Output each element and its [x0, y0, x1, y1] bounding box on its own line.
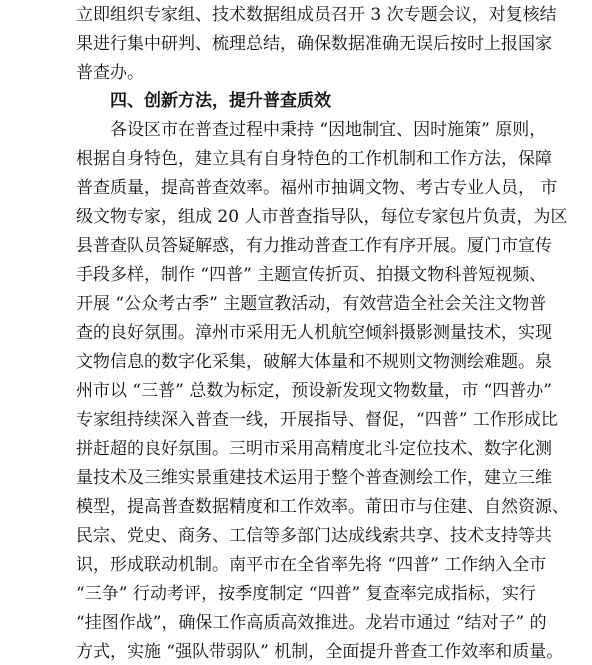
paragraph-line: 模型，提高普查数据精度和工作效率。莆田市与住建、自然资源、: [76, 497, 569, 517]
paragraph-line: 立即组织专家组、技术数据组成员召开 3 次专题会议，对复核结: [76, 5, 557, 25]
paragraph-line: “挂图作战”，确保工作高质高效推进。龙岩市通过 “结对子” 的: [76, 613, 547, 633]
paragraph-line: 普查办。: [76, 63, 144, 83]
paragraph-line: 识，形成联动机制。南平市在全省率先将 “四普” 工作纳入全市: [76, 555, 547, 575]
paragraph-line: 手段多样，制作 “四普” 主题宣传折页、拍摄文物科普短视频、: [76, 265, 547, 285]
paragraph-line: 拼赶超的良好氛围。三明市采用高精度北斗定位技术、数字化测: [76, 439, 552, 459]
paragraph-line: 级文物专家，组成 20 人市普查指导队，每位专家包片负责，为区: [76, 207, 568, 227]
paragraph-line: 方式，实施 “强队带弱队” 机制，全面提升普查工作效率和质量。: [76, 642, 564, 662]
paragraph-line: “三争” 行动考评，按季度制定 “四普” 复查率完成指标，实行: [76, 584, 536, 604]
paragraph-line: 果进行集中研判、梳理总结，确保数据准确无误后按时上报国家: [76, 34, 552, 54]
paragraph-line: 县普查队员答疑解惑，有力推动普查工作有序开展。厦门市宣传: [76, 236, 552, 256]
paragraph-line: 各设区市在普查过程中秉持 “因地制宜、因时施策” 原则，: [110, 120, 547, 140]
paragraph-line: 普查质量，提高普查效率。福州市抽调文物、考古专业人员， 市: [76, 178, 558, 198]
paragraph-line: 文物信息的数字化采集，破解大体量和不规则文物测绘难题。泉: [76, 352, 552, 372]
paragraph-line: 民宗、党史、商务、工信等多部门达成线索共享、技术支持等共: [76, 526, 552, 546]
paragraph-line: 开展 “公众考古季” 主题宣教活动，有效营造全社会关注文物普: [76, 294, 547, 314]
paragraph-line: 州市以 “三普” 总数为标定，预设新发现文物数量，市 “四普办”: [76, 381, 552, 401]
paragraph-line: 量技术及三维实景重建技术运用于整个普查测绘工作，建立三维: [76, 468, 552, 488]
paragraph-line: 专家组持续深入普查一线，开展指导、督促，“四普” 工作形成比: [76, 410, 558, 430]
section-heading: 四、创新方法，提升普查质效: [110, 91, 331, 111]
paragraph-line: 查的良好氛围。漳州市采用无人机航空倾斜摄影测量技术，实现: [76, 323, 552, 343]
paragraph-line: 根据自身特色，建立具有自身特色的工作机制和工作方法，保障: [76, 149, 552, 169]
